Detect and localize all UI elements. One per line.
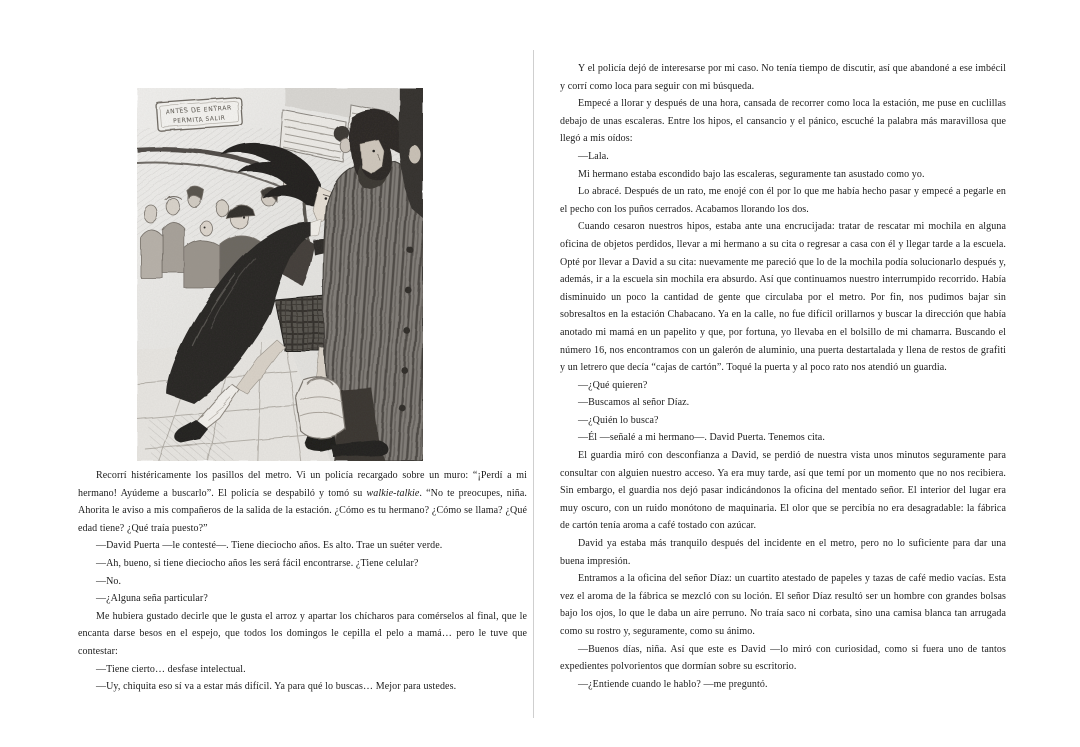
paragraph: Entramos a la oficina del señor Díaz: un cuartito atestado de papeles y tazas de café medio vacías. Esta vez el aroma de la fábrica se mezcló con su loción. El señor Díaz resultó ser un hombre con grandes bolsas bajo los ojos, lo que le daba un aire perruno. No traía saco ni corbata, sino una camisa blanca tan arrugada como su rostro y, seguramente, como su ánimo.	[560, 573, 1006, 637]
paragraph: —¿Alguna seña particular?	[96, 593, 208, 605]
paragraph: —Tiene cierto… desfase intelectual.	[96, 663, 246, 675]
paragraph: El guardia miró con desconfianza a David, se perdió de nuestra vista unos minutos seguramente para consultar con alguien nuestro acceso. Ya era muy tarde, así que temí por un momento que no nos recibiera. Sin embargo, el guardia nos dejó pasar indicándonos la oficina del mentado señor. El interior del lugar era muy oscuro, con un ruido monótono de maquinaria. El olor que se percibía no era desagradable: la fábrica de cartón tenía aroma a café tostado con azúcar.	[560, 450, 1006, 532]
metro-illustration	[137, 88, 423, 461]
paragraph: —Buscamos al señor Díaz.	[578, 397, 690, 409]
paragraph: Me hubiera gustado decirle que le gusta el arroz y apartar los chícharos para comérselos al final, que le encanta darse besos en el espejo, que todos los domingos le cepilla el pelo a mamá… pero le tuve que contestar:	[78, 610, 527, 657]
paragraph: —Uy, chiquita eso sí va a estar más difícil. Ya para qué lo buscas… Mejor para ustedes.	[96, 681, 457, 693]
paragraph: —¿Quién lo busca?	[578, 414, 659, 426]
page-gutter-divider	[533, 50, 534, 718]
metro-illustration-drawing	[137, 88, 423, 461]
sign-line-1: ANTES DE ENTRAR	[165, 104, 233, 117]
paragraph: —No.	[96, 575, 122, 587]
paragraph: —¿Entiende cuando le hablo? —me preguntó.	[578, 678, 768, 690]
paragraph: Mi hermano estaba escondido bajo las escaleras, seguramente tan asustado como yo.	[578, 168, 925, 180]
paragraph: David ya estaba más tranquilo después del incidente en el metro, pero no lo suficiente para dar una buena impresión.	[560, 538, 1006, 567]
paragraph: —David Puerta —le contesté—. Tiene dieciocho años. Es alto. Trae un suéter verde.	[96, 540, 443, 552]
paragraph: —Él —señalé a mi hermano—. David Puerta. Tenemos cita.	[578, 432, 825, 444]
paragraph: Cuando cesaron nuestros hipos, estaba ante una encrucijada: tratar de rescatar mi mochila en alguna oficina de objetos perdidos, llevar a mi hermano a su cita o regresar a casa con él y llegar tarde a la escuela. Opté por llevar a David a su cita: nuevamente me pareció que lo de la mochila podía solucionarlo después y, además, ir a la escuela sin mochila era absurdo. Así que continuamos nuestro interrumpido recorrido. Había disminuido un poco la cantidad de gente que circulaba por el metro. Por fin, nos pudimos bajar sin sobresaltos en la estación Chabacano. Ya en la calle, no fue difícil orillarnos y buscar la dirección que había anotado mi mamá en un papelito y que, por fortuna, yo llevaba en el bolsillo de mi chamarra. Buscando el número 16, nos encontramos con un galerón de aluminio, una puerta destartalada y llena de restos de grafiti y un letrero que decía “cajas de cartón”. Toqué la puerta y al poco rato nos atendió un guardia.	[560, 221, 1006, 374]
paragraph: —¿Qué quieren?	[578, 379, 648, 391]
paragraph: Lo abracé. Después de un rato, me enojé con él por lo que me había hecho pasar y empecé a pegarle en el pecho con los puños cerrados. Acabamos llorando los dos.	[560, 186, 1006, 215]
paragraph: —Buenos días, niña. Así que este es David —lo miró con curiosidad, como si fuera uno de tantos expedientes polvorientos que dormían sobre su escritorio.	[560, 643, 1006, 673]
left-page-text	[78, 467, 527, 696]
paragraph: —Lala.	[578, 150, 609, 162]
right-page-text	[560, 60, 1006, 693]
paragraph: Y el policía dejó de interesarse por mi caso. No tenía tiempo de discutir, así que abandoné a ese imbécil y corrí como loca para seguir con mi búsqueda.	[560, 63, 1006, 92]
paragraph: —Ah, bueno, si tiene dieciocho años les será fácil encontrarse. ¿Tiene celular?	[96, 557, 419, 569]
paragraph: Empecé a llorar y después de una hora, cansada de recorrer como loca la estación, me puse en cuclillas debajo de unas escaleras. Entre los hipos, el cansancio y el pánico, escuché la palabra más maravillosa que llegó a mis oídos:	[560, 98, 1006, 145]
paragraph: Recorrí histéricamente los pasillos del metro. Vi un policía recargado sobre un muro: “¡Perdí a mi hermano! Ayúdeme a buscarlo”. El policía se despabiló y tomó su walkie-talkie. “No te preocupes, niña. Ahorita le aviso a mis compañeros de la salida de la estación. ¿Cómo es tu hermano? ¿Cómo se llama? ¿Qué edad tiene? ¿Qué traía puesto?”	[78, 470, 527, 534]
sign-line-2: PERMITA SALIR	[173, 114, 226, 126]
